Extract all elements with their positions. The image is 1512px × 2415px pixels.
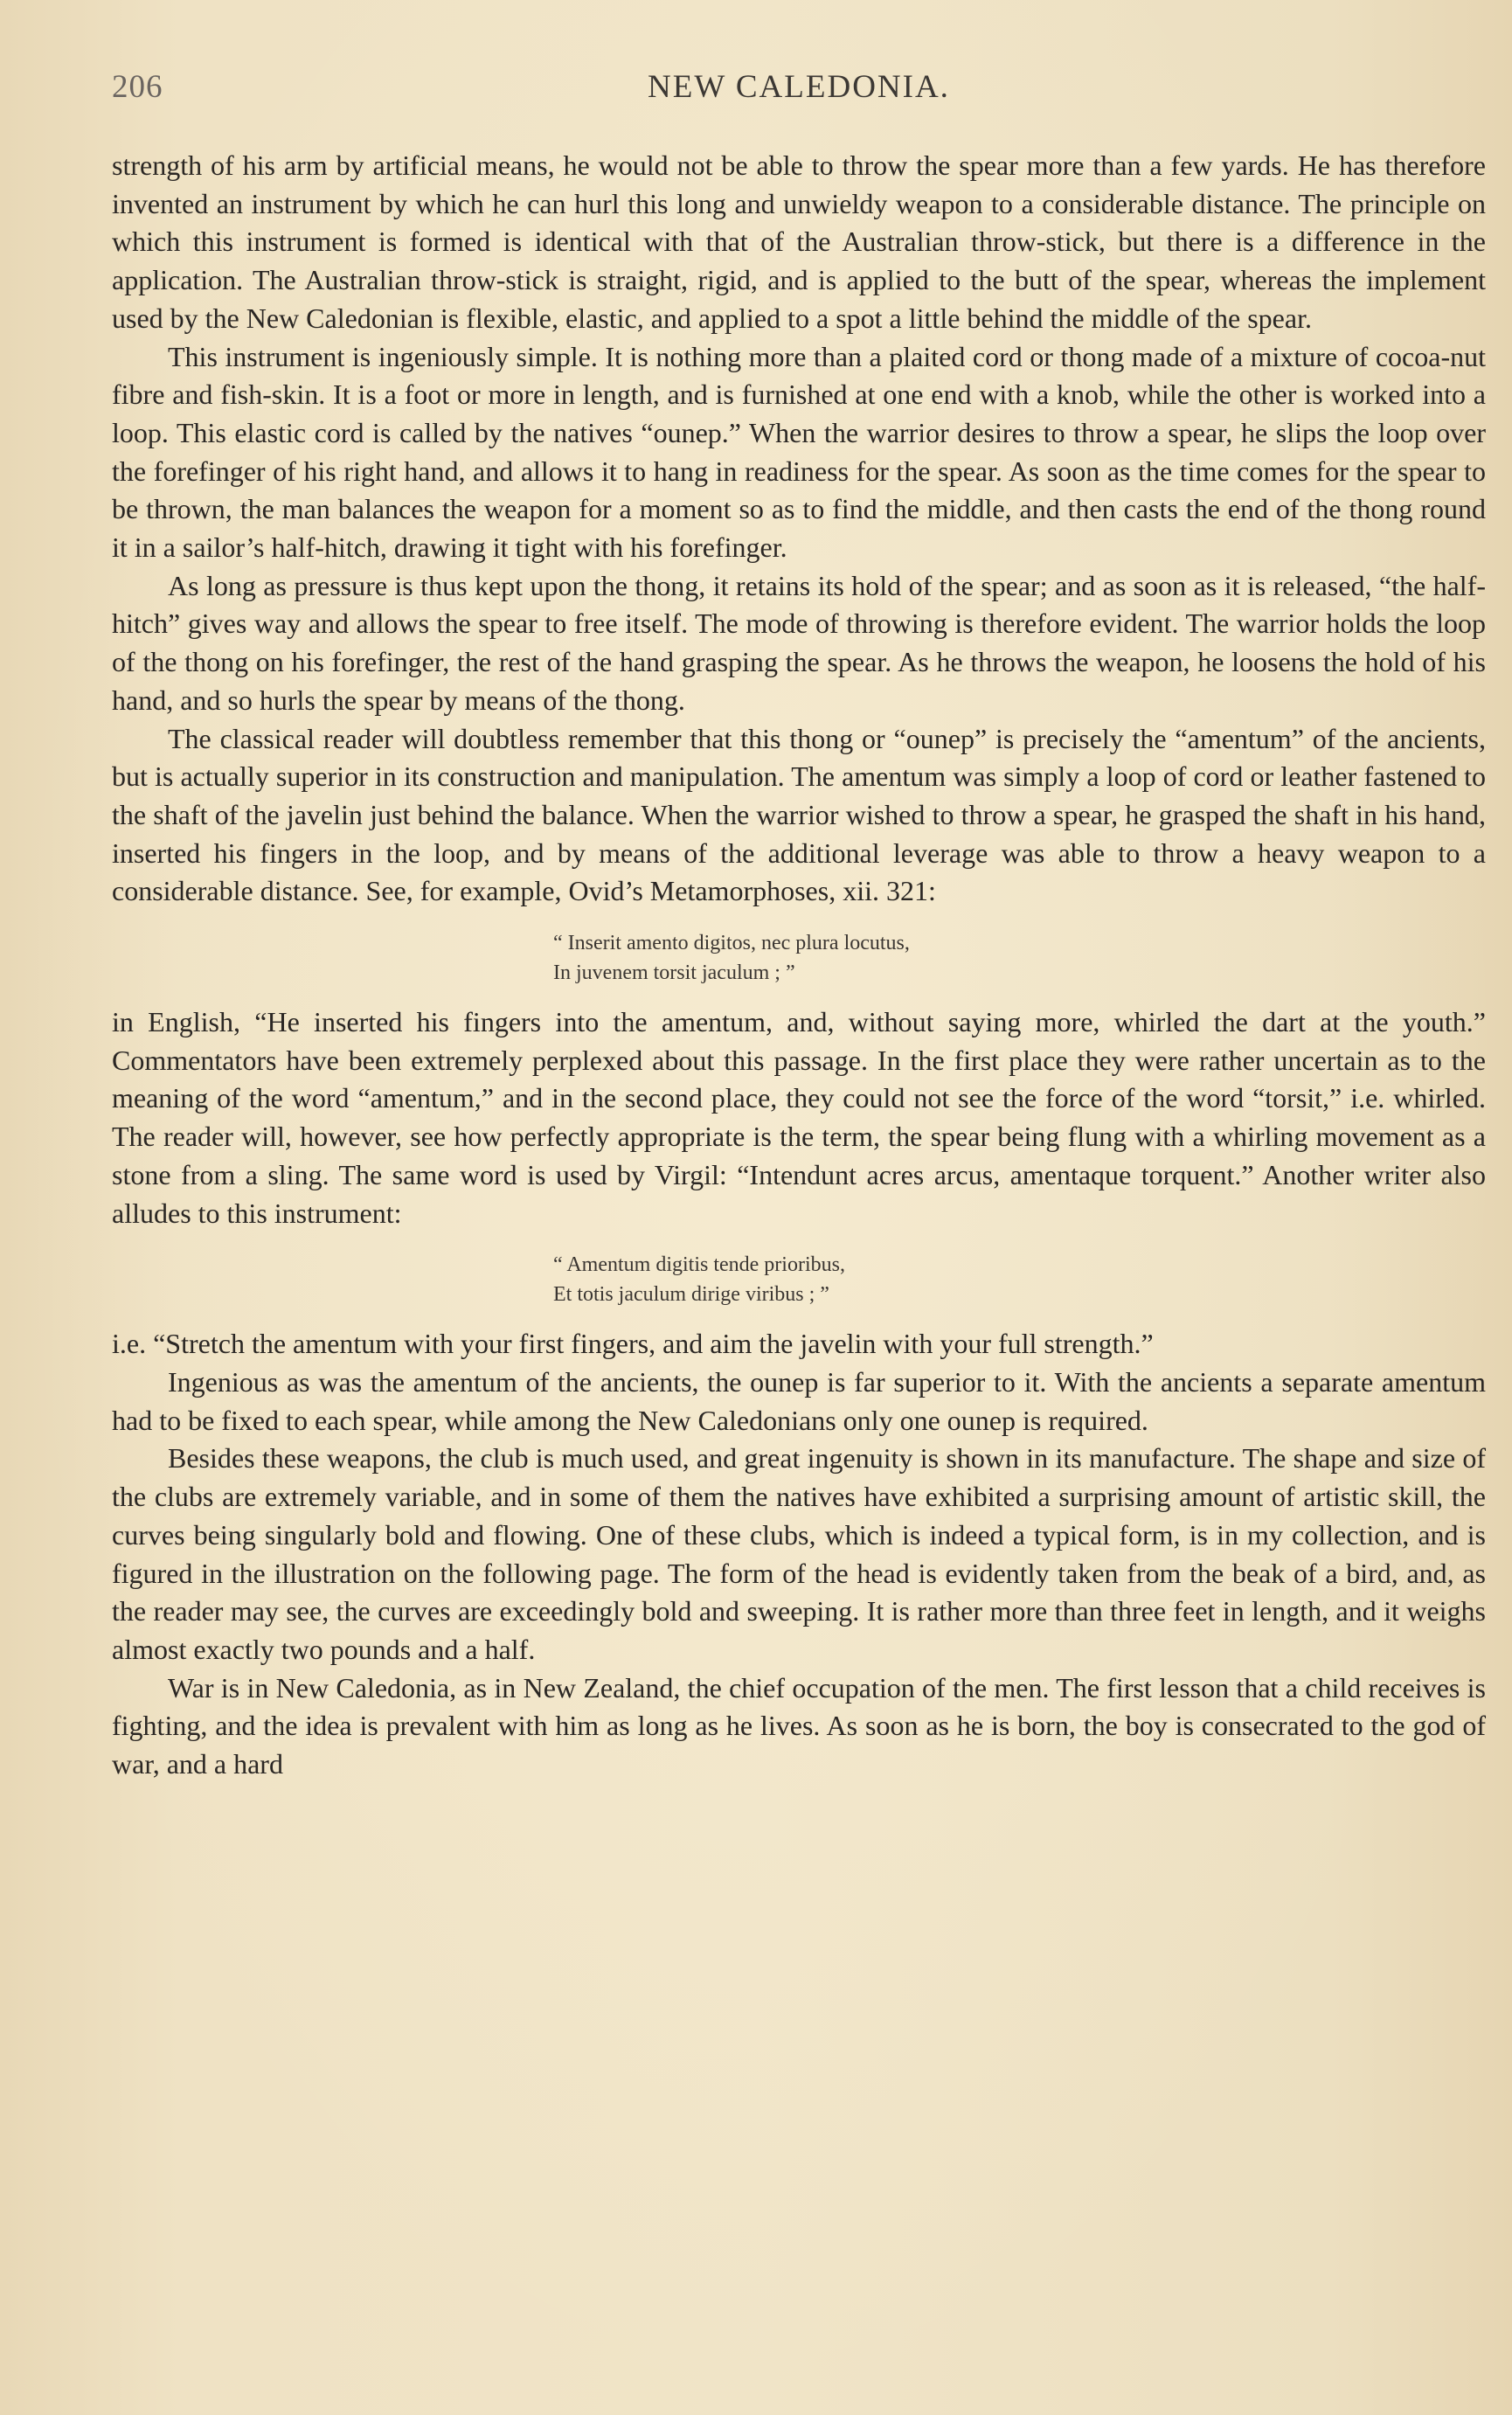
body-text bbox=[112, 147, 1486, 1784]
ovid-quotation bbox=[112, 928, 1486, 988]
paragraph-ingenious: Ingenious as was the amentum of the ancients, the ounep is far superior to it. With the ancients a separate amentum had to be fixed to each spear, while among the New Caledonians only one ounep is required. bbox=[112, 1365, 1486, 1436]
paragraph-continuation: strength of his arm by artificial means, he would not be able to throw the spear more than a few yards. He has therefore invented an instrument by which he can hurl this long and unwieldy weapon to a considerable distance. The principle on which this instrument is formed is identical with that of the Australian throw-stick, but there is a difference in the application. The Australian throw-stick is straight, rigid, and is applied to the butt of the spear, whereas the implement used by the New Caledonian is flexible, elastic, and applied to a spot a little behind the middle of the spear. bbox=[112, 149, 1486, 334]
page-number: 206 bbox=[112, 69, 163, 105]
paragraph-ounep: This instrument is ingeniously simple. It is nothing more than a plaited cord or thong made of a mixture of cocoa-nut fibre and fish-skin. It is a foot or more in length, and is furnished at one end with a knob, while the other is worked into a loop. This elastic cord is called by the natives “ounep.” When the warrior desires to throw a spear, he slips the loop over the forefinger of his right hand, and allows it to hang in readiness for the spear. As soon as the time comes for the spear to be thrown, the man balances the weapon for a moment so as to find the middle, and then casts the end of the thong round it in a sailor’s half-hitch, drawing it tight with his forefinger. bbox=[112, 340, 1486, 564]
paragraph-translation: in English, “He inserted his fingers into the amentum, and, without saying more, whirled the dart at the youth.” Commentators have been extremely perplexed about this passage. In the first place they were rather uncertain as to the meaning of the word “amentum,” and in the second place, they could not see the force of the word “torsit,” i.e. whirled. The reader will, however, see how perfectly appropriate is the term, the spear being flung with a whirling movement as a stone from a sling. The same word is used by Virgil: “Intendunt acres arcus, amentaque torquent.” Another writer also alludes to this instrument: bbox=[112, 1006, 1486, 1229]
paragraph-ie: i.e. “Stretch the amentum with your first fingers, and aim the javelin with your full strength.” bbox=[112, 1328, 1154, 1360]
paragraph-clubs: Besides these weapons, the club is much used, and great ingenuity is shown in its manufacture. The shape and size of the clubs are extremely variable, and in some of them the natives have exhibited a surprising amount of artistic skill, the curves being singularly bold and flowing. One of these clubs, which is indeed a typical form, is in my collection, and is figured in the illustration on the following page. The form of the head is evidently taken from the beak of a bird, and, as the reader may see, the curves are exceedingly bold and sweeping. It is rather more than three feet in length, and it weighs almost exactly two pounds and a half. bbox=[112, 1442, 1486, 1665]
quote-line: “ Inserit amento digitos, nec plura locutus, bbox=[553, 932, 910, 955]
running-title: NEW CALEDONIA. bbox=[648, 69, 950, 105]
quote-line: Et totis jaculum dirige viribus ; ” bbox=[553, 1283, 829, 1307]
paragraph-pressure: As long as pressure is thus kept upon the thong, it retains its hold of the spear; and as soon as it is released, “the half-hitch” gives way and allows the spear to free itself. The mode of throwing is therefore evident. The warrior holds the loop of the thong on his forefinger, the rest of the hand grasping the spear. As he throws the weapon, he loosens the hold of his hand, and so hurls the spear by means of the thong. bbox=[112, 569, 1486, 716]
quote-line: “ Amentum digitis tende prioribus, bbox=[553, 1253, 845, 1277]
paragraph-amentum: The classical reader will doubtless remember that this thong or “ounep” is precisely the “amentum” of the ancients, but is actually superior in its construction and manipulation. The amentum was simply a loop of cord or leather fastened to the shaft of the javelin just behind the balance. When the warrior wished to throw a spear, he grasped the shaft in his hand, inserted his fingers in the loop, and by means of the additional leverage was able to throw a heavy weapon to a considerable distance. See, for example, Ovid’s Metamorphoses, xii. 321: bbox=[112, 722, 1486, 907]
page-header bbox=[112, 68, 1486, 117]
paragraph-war: War is in New Caledonia, as in New Zealand, the chief occupation of the men. The first lesson that a child receives is fighting, and the idea is prevalent with him as long as he lives. As soon as he is born, the boy is consecrated to the god of war, and a hard bbox=[112, 1671, 1486, 1780]
quote-line: In juvenem torsit jaculum ; ” bbox=[553, 961, 795, 985]
latin-quotation bbox=[112, 1250, 1486, 1309]
